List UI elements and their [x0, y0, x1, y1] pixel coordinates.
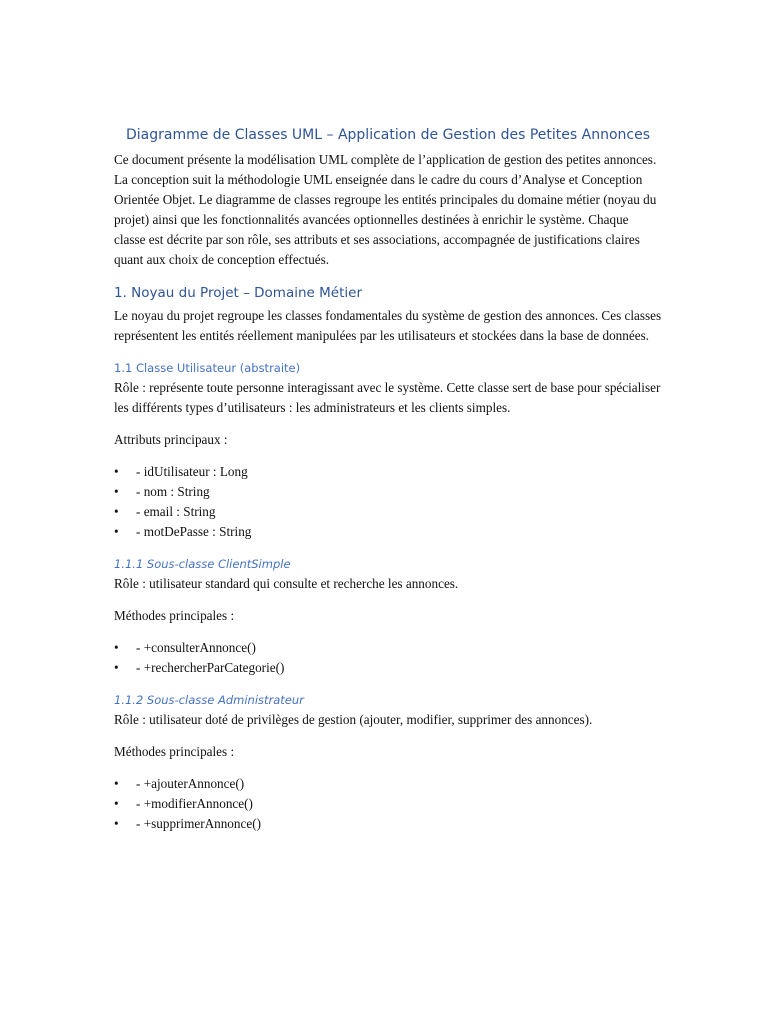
list-item: [114, 794, 662, 814]
list-item-text: - +rechercherParCategorie(): [136, 660, 285, 675]
list-item: [114, 638, 662, 658]
intro-paragraph: Ce document présente la modélisation UML complète de l’application de gestion des petites annonces. La conception suit la méthodologie UML enseignée dans le cadre du cours d’Analyse et Conception Orientée Objet. Le diagramme de classes regroupe les entités principales du domaine métier (noyau du projet) ainsi que les fonctionnalités avancées optionnelles destinées à enrichir le système. Chaque classe est décrite par son rôle, ses attributs et ses associations, accompagnée de justifications claires quant aux choix de conception effectués.: [114, 152, 657, 267]
section-1-heading: 1. Noyau du Projet – Domaine Métier: [114, 285, 362, 301]
client-methods-list: [114, 638, 662, 678]
bullet-icon: •: [114, 660, 119, 675]
list-item: [114, 502, 662, 522]
list-item: [114, 774, 662, 794]
document-title: Diagramme de Classes UML – Application de Gestion des Petites Annonces: [125, 127, 650, 143]
section-1-1-2-role: Rôle : utilisateur doté de privilèges de gestion (ajouter, modifier, supprimer des annonces).: [114, 712, 593, 727]
bullet-icon: •: [114, 816, 119, 831]
list-item: [114, 522, 662, 542]
list-item: [114, 462, 662, 482]
section-1-1-list-label: Attributs principaux :: [114, 432, 228, 447]
section-1-1-heading: 1.1 Classe Utilisateur (abstraite): [114, 361, 301, 375]
section-1-1-role: Rôle : représente toute personne interagissant avec le système. Cette classe sert de base pour spécialiser les différents types d’utilisateurs : les administrateurs et les clients simples.: [114, 380, 661, 415]
bullet-icon: •: [114, 640, 119, 655]
bullet-icon: •: [114, 796, 119, 811]
bullet-icon: •: [114, 504, 119, 519]
list-item-text: - +consulterAnnonce(): [136, 640, 256, 655]
section-1-1-2-list-label: Méthodes principales :: [114, 744, 235, 759]
bullet-icon: •: [114, 484, 119, 499]
list-item-text: - +modifierAnnonce(): [136, 796, 253, 811]
list-item-text: - +supprimerAnnonce(): [136, 816, 261, 831]
list-item: [114, 482, 662, 502]
document-body: [114, 122, 662, 834]
section-1-paragraph: Le noyau du projet regroupe les classes fondamentales du système de gestion des annonces. Ces classes représentent les entités réellement manipulées par les utilisateurs et stockées dans la base de données.: [114, 308, 662, 343]
section-1-1-1-list-label: Méthodes principales :: [114, 608, 235, 623]
bullet-icon: •: [114, 464, 119, 479]
bullet-icon: •: [114, 776, 119, 791]
admin-methods-list: [114, 774, 662, 834]
section-1-1-2-heading: 1.1.2 Sous-classe Administrateur: [114, 693, 304, 707]
list-item-text: - email : String: [136, 504, 216, 519]
list-item: [114, 814, 662, 834]
section-1-1-1-heading: 1.1.1 Sous-classe ClientSimple: [114, 557, 291, 571]
list-item: [114, 658, 662, 678]
list-item-text: - idUtilisateur : Long: [136, 464, 248, 479]
bullet-icon: •: [114, 524, 119, 539]
section-1-1-1-role: Rôle : utilisateur standard qui consulte et recherche les annonces.: [114, 576, 459, 591]
list-item-text: - nom : String: [136, 484, 210, 499]
list-item-text: - +ajouterAnnonce(): [136, 776, 245, 791]
attributes-list: [114, 462, 662, 542]
list-item-text: - motDePasse : String: [136, 524, 252, 539]
